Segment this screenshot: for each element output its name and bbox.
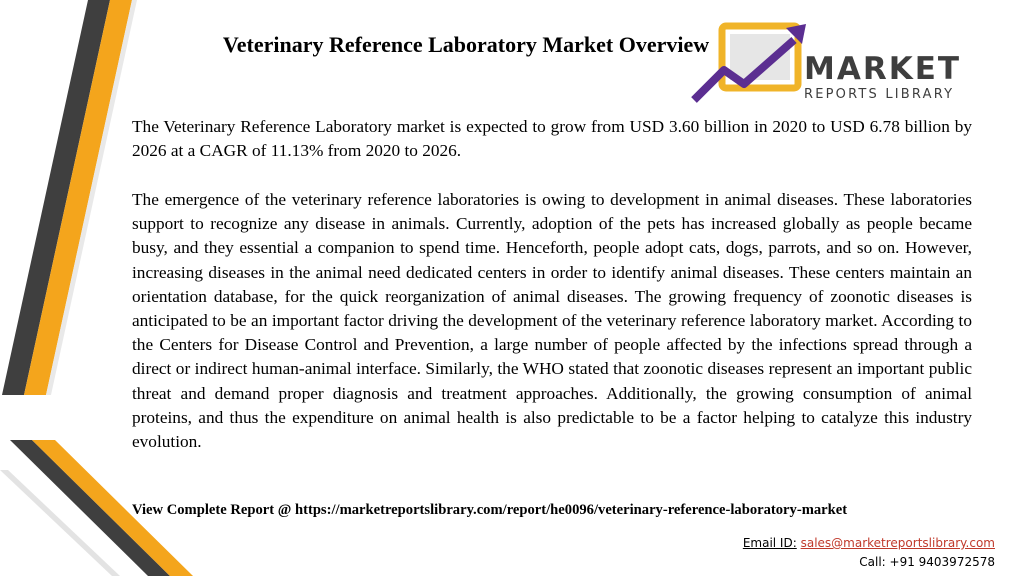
paragraph-market-drivers: The emergence of the veterinary reference laboratories is owing to development in animal diseases. These laboratories support to recognize any disease in animals. Currently, adoption of the pets has increased globally as people became busy, and they essential a companion to spend time. Henceforth, people adopt cats, dogs, parrots, and so on. However, increasing diseases in the animal need dedicated centers in order to identify animal diseases. These centers maintain an orientation database, for the quick reorganization of animal diseases. The growing frequency of zoonotic diseases is anticipated to be an important factor driving the development of the veterinary reference laboratory market. According to the Centers for Disease Control and Prevention, a large number of people affected by the infections spread through a direct or indirect human-animal interface. Similarly, the WHO stated that zoonotic diseases represent an important public threat and demand proper diagnosis and treatment approaches. Additionally, the growing consumption of animal proteins, and thus the expenditure on animal health is also predictable to be a factor helping to catalyze this industry evolution.	[132, 190, 972, 452]
email-label: Email ID:	[742, 536, 797, 550]
email-link[interactable]: sales@marketreportslibrary.com	[800, 536, 995, 550]
contact-block	[743, 534, 995, 572]
email-line	[743, 534, 995, 553]
logo-subtitle: REPORTS LIBRARY	[804, 87, 955, 102]
page-title: Veterinary Reference Laboratory Market Overview	[222, 32, 710, 57]
logo-wordmark: MARKET	[804, 51, 962, 87]
phone-line: Call: +91 9403972578	[859, 555, 995, 569]
report-link[interactable]: View Complete Report @ https://marketreportslibrary.com/report/he0096/veterinary-reference-laboratory-market	[132, 502, 848, 518]
paragraph-market-forecast: The Veterinary Reference Laboratory market is expected to grow from USD 3.60 billion in 2020 to USD 6.78 billion by 2026 at a CAGR of 11.13% from 2020 to 2026.	[132, 117, 972, 161]
